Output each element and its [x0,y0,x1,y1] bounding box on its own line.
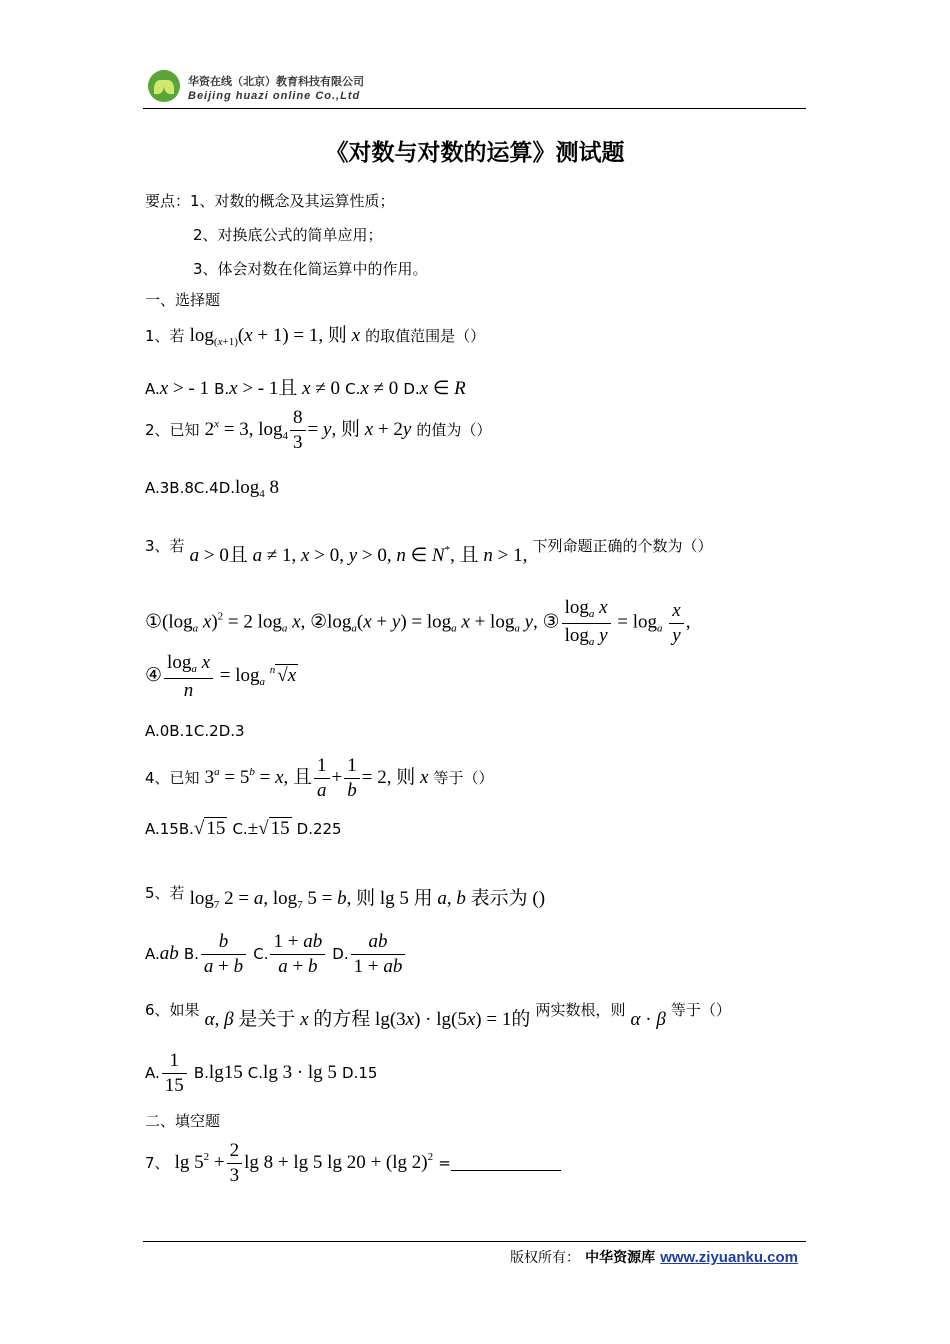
key-points-label: 要点：1、对数的概念及其运算性质； [145,192,395,210]
header-rule [143,108,806,109]
q6-options: A. $\frac{1}{15}$ B.lg15 C.lg 3 · lg 5 D.15 [145,1050,378,1096]
key-point-2: 2、对换底公式的简单应用； [193,226,383,244]
q2-options: $A.3B.8C.4D.\log_4$ 8 [145,477,280,500]
question-4: 4、已知 $3^a = 5^b = x$, 且 $\frac{1}{a}$ + $\frac{1}{b}$ = 2, 则 x 等于（） [145,755,494,801]
logo [148,70,180,102]
q4-options: A.15B.√ 15 C.±√ 15 D.225 [145,818,342,839]
q3-propositions-2: ④ $\frac{\log_a x}{n}$ = $\log_a ^n$ √x [145,652,297,701]
q1-options: A.x > - 1 B.x > - 1且 x ≠ 0 C.x ≠ 0 D.x ∈ R [145,378,466,399]
section-choice: 一、选择题 [145,291,221,309]
page-title: 《对数与对数的运算》测试题 [325,140,625,166]
footer-rule [143,1241,806,1242]
footer-url[interactable]: www.ziyuanku.com [660,1249,798,1266]
question-1: 1、若 $\log_{(x+1)}(x + 1) = 1$, 则 x 的取值范围是（） [145,325,486,348]
header-company-cn: 华资在线（北京）教育科技有限公司 [188,76,364,88]
q3-propositions-1: $①(\log_a$ x)$^2$ = 2 $\log_a x$, $②\log_a(x + y) = \log_a x + \log_a y$, ③ $\frac{\log_a x}{\log_a y}$ = $\log_a$ $\frac{x}{y}$ , [145,597,691,648]
question-2: 2、已知 $2^x = 3$, $\log_4$ $\frac{8}{3}$ = y, 则 x + 2y 的值为（） [145,407,492,453]
logo-icon [148,70,180,102]
section-fill: 二、填空题 [145,1112,221,1130]
question-5: 5、若 $\log_7 2 = a$, $\log_7 5 = b$, 则 lg 5 用 a, b 表示为 () [145,884,546,911]
footer-brand: 中华资源库 [585,1249,656,1265]
q1-formula: $\log_{(x+1)}(x + 1) = 1$, 则 x [189,325,361,348]
footer [510,1247,798,1267]
question-3: 3、若 a > 0且 a ≠ 1, x > 0, y > 0, n ∈ N*, 且 n > 1, 下列命题正确的个数为（） [145,537,713,566]
key-point-3: 3、体会对数在化简运算中的作用。 [193,260,428,278]
footer-label: 版权所有： [510,1250,580,1266]
q5-options: A.ab B. $\frac{b}{a + b}$ C. $\frac{1 + ab}{a + b}$ D. $\frac{ab}{1 + ab}$ [145,932,407,977]
header-company-en: Beijing huazi online Co.,Ltd [188,90,361,102]
key-point-1: 1、对数的概念及其运算性质； [190,192,395,210]
q7-answer-blank[interactable] [451,1156,561,1171]
question-6: 6、如果 α, β 是关于 x 的方程 lg(3x) · lg(5x) = 1的 两实数根，则 α · β 等于（） [145,1001,731,1030]
q3-options: A.0B.1C.2D.3 [145,722,245,740]
question-7: 7、 $\lg 5^2$ + $\frac{2}{3}$ lg 8 + lg 5 lg 20 + (lg 2)$^2$ = [145,1141,561,1186]
